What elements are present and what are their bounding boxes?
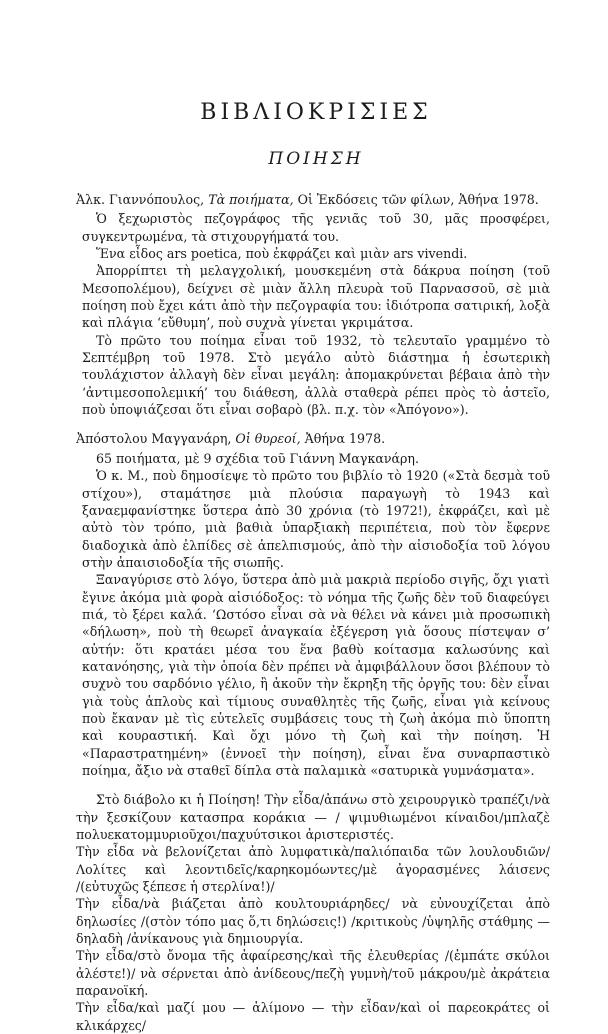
review-author: Ἀλκ. Γιαννόπουλος, — [76, 192, 205, 207]
poem-line: Τὴν εἶδα νὰ βελονίζεται ἀπὸ λυμφατικὰ/παλιόπαιδα τῶν λουλουδιῶν/Λολίτες καὶ λεοντιδεῖς/καρηκομόωντες/μὲ ἀγορασμένες λάισενς /(εὐτυχῶς ξέπεσε ἡ στερλίνα!)/ — [76, 844, 550, 895]
review-magganaris — [76, 430, 550, 1034]
poem-line: Στὸ διάβολο κι ἡ Ποίηση! Τὴν εἶδα/ἀπάνω στὸ χειρουργικὸ τραπέζι/νὰ τὴν ξεσκίζουν κατασπρα κοράκια — / ψιμυθιωμένοι κίναιδοι/μπλαζὲ πολυεκατομμυριοῦχοι/παχυύτσικοι ἀριστεριστές. — [76, 792, 550, 843]
poem-line: Τὴν εἶδα/στὸ ὄνομα τῆς ἀφαίρεσης/καὶ τῆς ἐλευθερίας /(ἐμπάτε σκύλοι ἀλέστε!)/ νὰ σέρνεται ἀπὸ ἀνίδεους/πεζὴ γυμνὴ/τοῦ μάκρου/μὲ ἀκράτεια παρανοϊκή. — [76, 948, 550, 999]
review-giannopoulos — [76, 191, 550, 418]
review-paragraph: Ἀπορρίπτει τὴ μελαγχολική, μουσκεμένη στὰ δάκρυα ποίηση (τοῦ Μεσοπολέμου), δείχνει σὲ μιὰν ἄλλη πλευρὰ τοῦ Παρνασσοῦ, σὲ μιὰ ποίηση ποὺ ἔχει κάτι ἀπὸ τὴν πεζογραφία του: ἰδιότροπα σατιρική, λοξὰ καὶ πλάγια ‘εὔθυμη’, ποὺ συχνὰ γίνεται γκριμάτσα. — [82, 263, 550, 331]
review-book-title: Οἱ θυρεοί, — [235, 431, 301, 447]
section-title: ΠΟΙΗΣΗ — [268, 149, 364, 169]
review-paragraph: 65 ποιήματα, μὲ 9 σχέδια τοῦ Γιάννη Μαγκανάρη. — [96, 450, 419, 466]
poem-excerpt — [76, 791, 550, 1034]
review-paragraph: Ὁ κ. Μ., ποὺ δημοσίεψε τὸ πρῶτο του βιβλίο τὸ 1920 («Στὰ δεσμὰ τοῦ στίχου»), σταμάτησε μιὰ πλούσια παραγωγὴ τὸ 1943 καὶ ξαναεμφανίστηκε ὕστερα ἀπὸ 30 χρόνια (τὸ 1972!), ἐκφράζει, καὶ μὲ αὐτὸ τὸν τρόπο, μιὰ βαθιὰ ὑπαρξιακὴ περιπέτεια, ποὺ τὸν ἔφερνε διαδοχικὰ ἀπὸ ἐλπίδες σὲ ἀπελπισμούς, ἀπὸ τὴν αἰσιοδοξία τοῦ λόγου στὴν ἀπαισιοδοξία τῆς σιωπῆς. — [82, 468, 550, 570]
review-publication: Ἀθήνα 1978. — [304, 431, 386, 447]
review-paragraph: Ἕνα εἶδος ars poetica, ποὺ ἐκφράζει καὶ μιὰν ars vivendi. — [96, 246, 468, 262]
review-paragraph: Τὸ πρῶτο του ποίημα εἶναι τοῦ 1932, τὸ τελευταῖο γραμμένο τὸ Σεπτέμβρη τοῦ 1978. Στὸ μεγάλο αὐτὸ διάστημα ἡ ἐσωτερικὴ τουλάχιστον ἀλλαγὴ δὲν εἶναι μεγάλη: ἀπομακρύνεται βέβαια ἀπὸ τὴν ‘ἀντιμεσοπολεμική’ του διάθεση, ἀλλὰ σταθερὰ ρέπει πρὸς τὸ ἀστεῖο, ποὺ ὑποψιάζεσαι ὅτι εἶναι σοβαρὸ (βλ. π.χ. τὸν «Ἀπόγονο»). — [82, 332, 550, 418]
review-reference — [76, 191, 550, 208]
poem-line: Τὴν εἶδα/νὰ βιάζεται ἀπὸ κουλτουριάρηδες/ νὰ εὐνουχίζεται ἀπὸ δηλωσίες /(στὸν τόπο μας ὅ,τι δηλώσεις!) /κριτικοὺς /ὑψηλῆς στάθμης — δηλαδὴ /ἀνίκανους γιὰ δημιουργία. — [76, 896, 550, 947]
review-paragraph: Ξαναγύρισε στὸ λόγο, ὕστερα ἀπὸ μιὰ μακριὰ περίοδο σιγῆς, ὄχι γιατὶ ἔγινε ἀκόμα μιὰ φορὰ αἰσιόδοξος: τὸ νόημα τῆς ζωῆς δὲν τοῦ διαφεύγει πιά, τὸ ξέρει καλά. ‘Ωστόσο εἶναι σὰ νὰ θέλει νὰ κάνει μιὰ προσωπικὴ «δήλωση», ποὺ τὴ θεωρεῖ ἀναγκαία ἐξέγερση γιὰ ὅσους πίστεψαν σ’ αὐτήν: ὅτι κρατάει μέσα του ἕνα βαθὺ κοίτασμα καλωσύνης καὶ κατανόησης, γιὰ τὴν ὁποία δὲν πρέπει νὰ ἀμφιβάλλουν ὅσοι βλέπουν τὸ συχνὸ του σαρδόνιο γέλιο, ἢ ἀκοῦν τὴν ἔκρηξη τῆς ὀργῆς του: δὲν εἶναι γιὰ τοὺς ἁπλοὺς καὶ τίμιους συναθλητὲς τῆς ζωῆς, εἶναι γιὰ κείνους ποὺ ἔκαναν μὲ τὶς εὐτελεῖς συμβάσεις τους τὴ ζωὴ ἀκόμα πιὸ ὕποπτη καὶ κουραστική. Καὶ ὄχι μόνο τὴ ζωὴ καὶ τὴν ποίηση. Ἡ «Παραστρατημένη» (ἐννοεῖ τὴν ποίηση), εἶναι ἕνα συναρπαστικὸ ποίημα, ἄξιο νὰ σταθεῖ δίπλα στὰ παλαμικὰ «σατυρικὰ γυμνάσματα». — [82, 572, 550, 778]
page-title: ΒΙΒΛΙΟΚΡΙΣΙΕΣ — [200, 100, 432, 125]
poem-line: Τὴν εἶδα/καὶ μαζί μου — ἀλίμονο — τὴν εἶδαν/καὶ οἱ παρεοκράτες οἱ κλικάρχες/ — [76, 1000, 550, 1033]
review-paragraph: Ὁ ξεχωριστὸς πεζογράφος τῆς γενιᾶς τοῦ 30, μᾶς προσφέρει, συγκεντρωμένα, τὰ στιχουργήματά του. — [82, 211, 550, 244]
review-author: Ἀπόστολου Μαγγανάρη, — [76, 431, 232, 447]
review-publication: Οἱ Ἐκδόσεις τῶν φίλων, Ἀθήνα 1978. — [297, 192, 539, 207]
review-book-title: Τὰ ποιήματα, — [208, 192, 294, 207]
review-reference — [76, 430, 550, 447]
